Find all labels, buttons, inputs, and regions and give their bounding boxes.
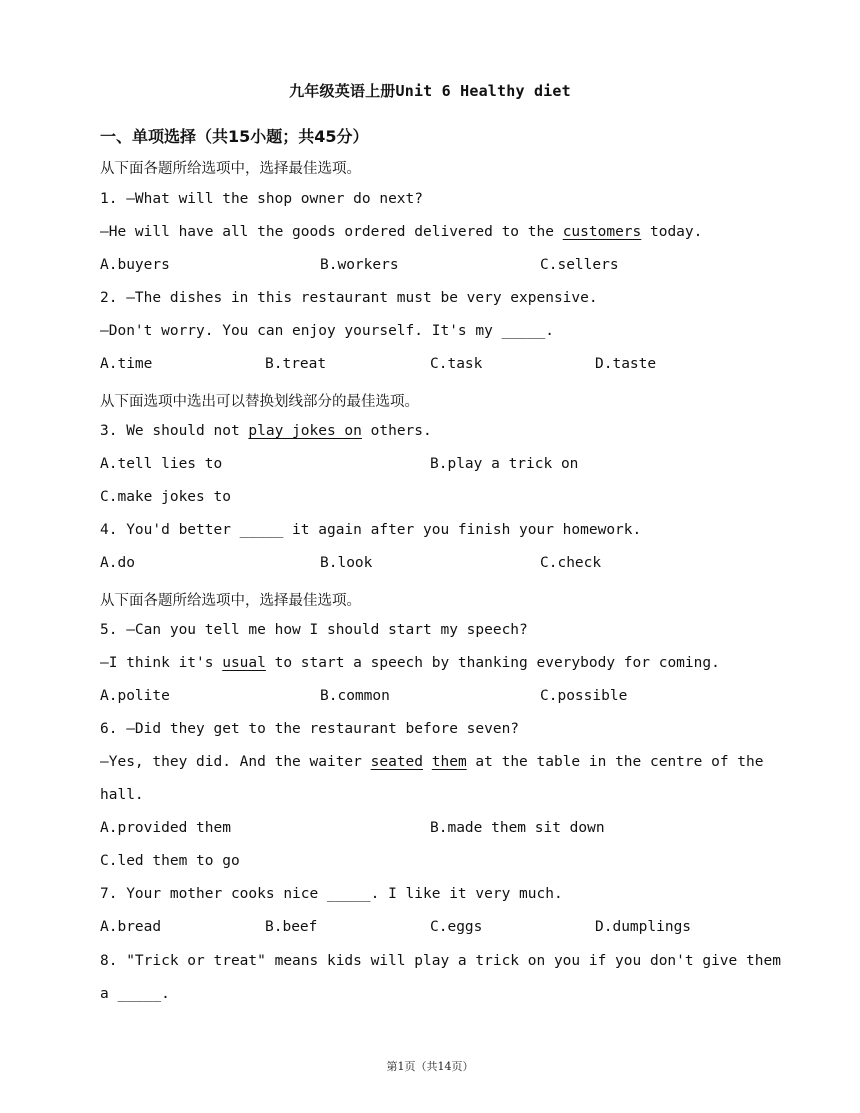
question-6-text-pre: —Yes, they did. And the waiter xyxy=(100,754,371,770)
question-6-option-b: B.made them sit down xyxy=(430,820,605,836)
question-6-text-post: at the table in the centre of the xyxy=(466,754,764,770)
question-7-option-b: B.beef xyxy=(265,919,318,935)
question-4-option-c: C.check xyxy=(540,555,602,571)
question-7-option-a: A.bread xyxy=(100,919,162,935)
section-heading: 一、单项选择（共15小题；共45分） xyxy=(100,127,369,146)
question-1-underlined-word: customers xyxy=(562,224,642,240)
question-6-line3: hall. xyxy=(100,787,144,803)
question-2-stem: 2. —The dishes in this restaurant must be very expensive. xyxy=(100,290,598,306)
question-7-stem: 7. Your mother cooks nice _____. I like it very much. xyxy=(100,886,563,902)
question-5-text-pre: —I think it's xyxy=(100,655,223,671)
instruction-choose-best-2: 从下面各题所给选项中，选择最佳选项。 xyxy=(100,593,361,609)
question-5-underlined-word: usual xyxy=(222,655,266,671)
question-6-text-mid xyxy=(423,754,432,770)
question-8-line1: 8. "Trick or treat" means kids will play a trick on you if you don't give them xyxy=(100,953,781,969)
question-8-line2: a _____. xyxy=(100,986,170,1002)
question-1-text-pre: —He will have all the goods ordered delivered to the xyxy=(100,224,563,240)
question-7-option-c: C.eggs xyxy=(430,919,483,935)
question-6-underlined-word-2: them xyxy=(431,754,467,770)
question-6-option-c: C.led them to go xyxy=(100,853,240,869)
question-2-option-d: D.taste xyxy=(595,356,657,372)
question-1-option-a: A.buyers xyxy=(100,257,170,273)
question-4-option-a: A.do xyxy=(100,555,135,571)
question-5-stem: 5. —Can you tell me how I should start my speech? xyxy=(100,622,528,638)
question-2-line2: —Don't worry. You can enjoy yourself. It's my _____. xyxy=(100,323,554,339)
question-3-stem xyxy=(100,423,432,439)
question-4-stem: 4. You'd better _____ it again after you finish your homework. xyxy=(100,522,642,538)
question-3-option-b: B.play a trick on xyxy=(430,456,579,472)
instruction-replace-underline: 从下面选项中选出可以替换划线部分的最佳选项。 xyxy=(100,394,419,410)
question-5-option-a: A.polite xyxy=(100,688,170,704)
question-5-option-c: C.possible xyxy=(540,688,628,704)
question-2-option-b: B.treat xyxy=(265,356,327,372)
question-6-line2 xyxy=(100,754,763,770)
question-1-option-c: C.sellers xyxy=(540,257,619,273)
question-6-underlined-word-1: seated xyxy=(370,754,424,770)
question-5-text-post: to start a speech by thanking everybody for coming. xyxy=(265,655,720,671)
question-1-line2 xyxy=(100,224,702,240)
question-3-underlined-phrase: play jokes on xyxy=(248,423,362,439)
question-3-option-a: A.tell lies to xyxy=(100,456,223,472)
question-5-line2 xyxy=(100,655,720,671)
question-6-option-a: A.provided them xyxy=(100,820,231,836)
question-1-stem: 1. —What will the shop owner do next? xyxy=(100,191,424,207)
question-3-text-pre: 3. We should not xyxy=(100,423,249,439)
question-1-option-b: B.workers xyxy=(320,257,399,273)
question-2-option-c: C.task xyxy=(430,356,483,372)
question-7-option-d: D.dumplings xyxy=(595,919,692,935)
question-2-option-a: A.time xyxy=(100,356,153,372)
instruction-choose-best: 从下面各题所给选项中，选择最佳选项。 xyxy=(100,161,361,177)
page-footer: 第1页（共14页） xyxy=(386,1060,474,1073)
question-3-option-c: C.make jokes to xyxy=(100,489,231,505)
question-1-text-post: today. xyxy=(641,224,703,240)
question-6-stem: 6. —Did they get to the restaurant before seven? xyxy=(100,721,520,737)
question-5-option-b: B.common xyxy=(320,688,390,704)
question-3-text-post: others. xyxy=(361,423,432,439)
page-title: 九年级英语上册Unit 6 Healthy diet xyxy=(289,82,571,100)
question-4-option-b: B.look xyxy=(320,555,373,571)
